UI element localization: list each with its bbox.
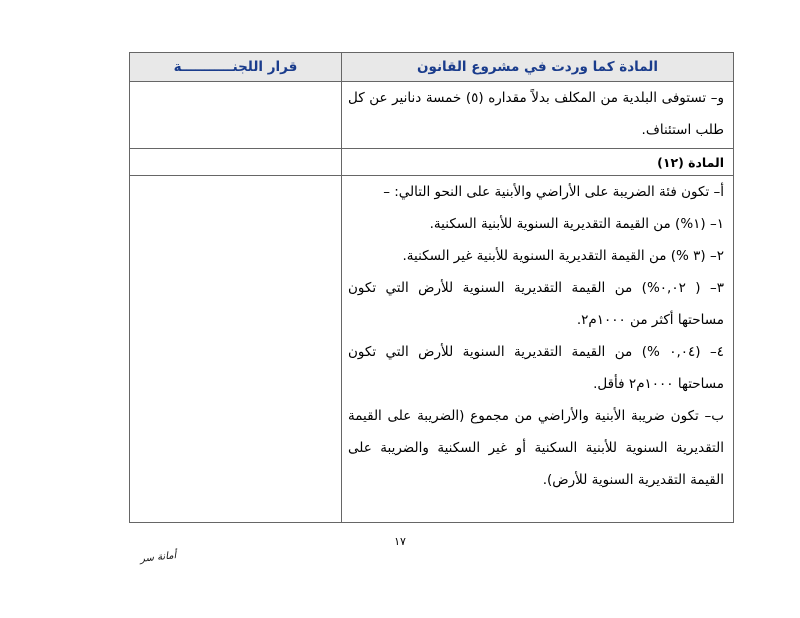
clause-line: ٢– (٣ %) من القيمة التقديرية السنوية للأبنية غير السكنية. [402,248,724,264]
article-cell [342,149,734,176]
law-comparison-table [129,52,734,523]
law-cell [342,82,734,149]
table-row [130,82,734,149]
decision-column-header: قرار اللجنـــــــــــة [130,53,342,82]
law-cell [342,176,734,523]
signature: أمانة سر [139,550,177,565]
clause-line: ١– (١%) من القيمة التقديرية السنوية للأبنية السكنية. [429,216,724,232]
clause-line: ٤– (٠,٠٤ %) من القيمة التقديرية السنوية للأرض التي تكون مساحتها ١٠٠٠م٢ فأقل. [348,344,725,392]
decision-cell [130,82,342,149]
article-title: المادة (١٢) [657,154,724,170]
clause-list [342,176,733,496]
clause-line: ٣– ( ٠,٠٢%) من القيمة التقديرية السنوية للأرض التي تكون مساحتها أكثر من ١٠٠٠م٢. [348,280,724,328]
clause-line: أ– تكون فئة الضريبة على الأراضي والأبنية على النحو التالي: – [383,184,724,200]
table-row [130,176,734,523]
table-header-row [130,53,734,82]
clause-text: و– تستوفى البلدية من المكلف بدلاً مقداره (٥) خمسة دنانير عن كل طلب استئناف. [348,90,724,138]
decision-cell [130,149,342,176]
clause-line: ب– تكون ضريبة الأبنية والأراضي من مجموع (الضريبة على القيمة التقديرية السنوية للأبنية السكنية أو غير السكنية والضريبة على القيمة التقديرية السنوية للأرض). [348,408,724,488]
article-row [130,149,734,176]
page-number: ١٧ [394,535,406,548]
decision-cell [130,176,342,523]
law-column-header: المادة كما وردت في مشروع القانون [342,53,734,82]
